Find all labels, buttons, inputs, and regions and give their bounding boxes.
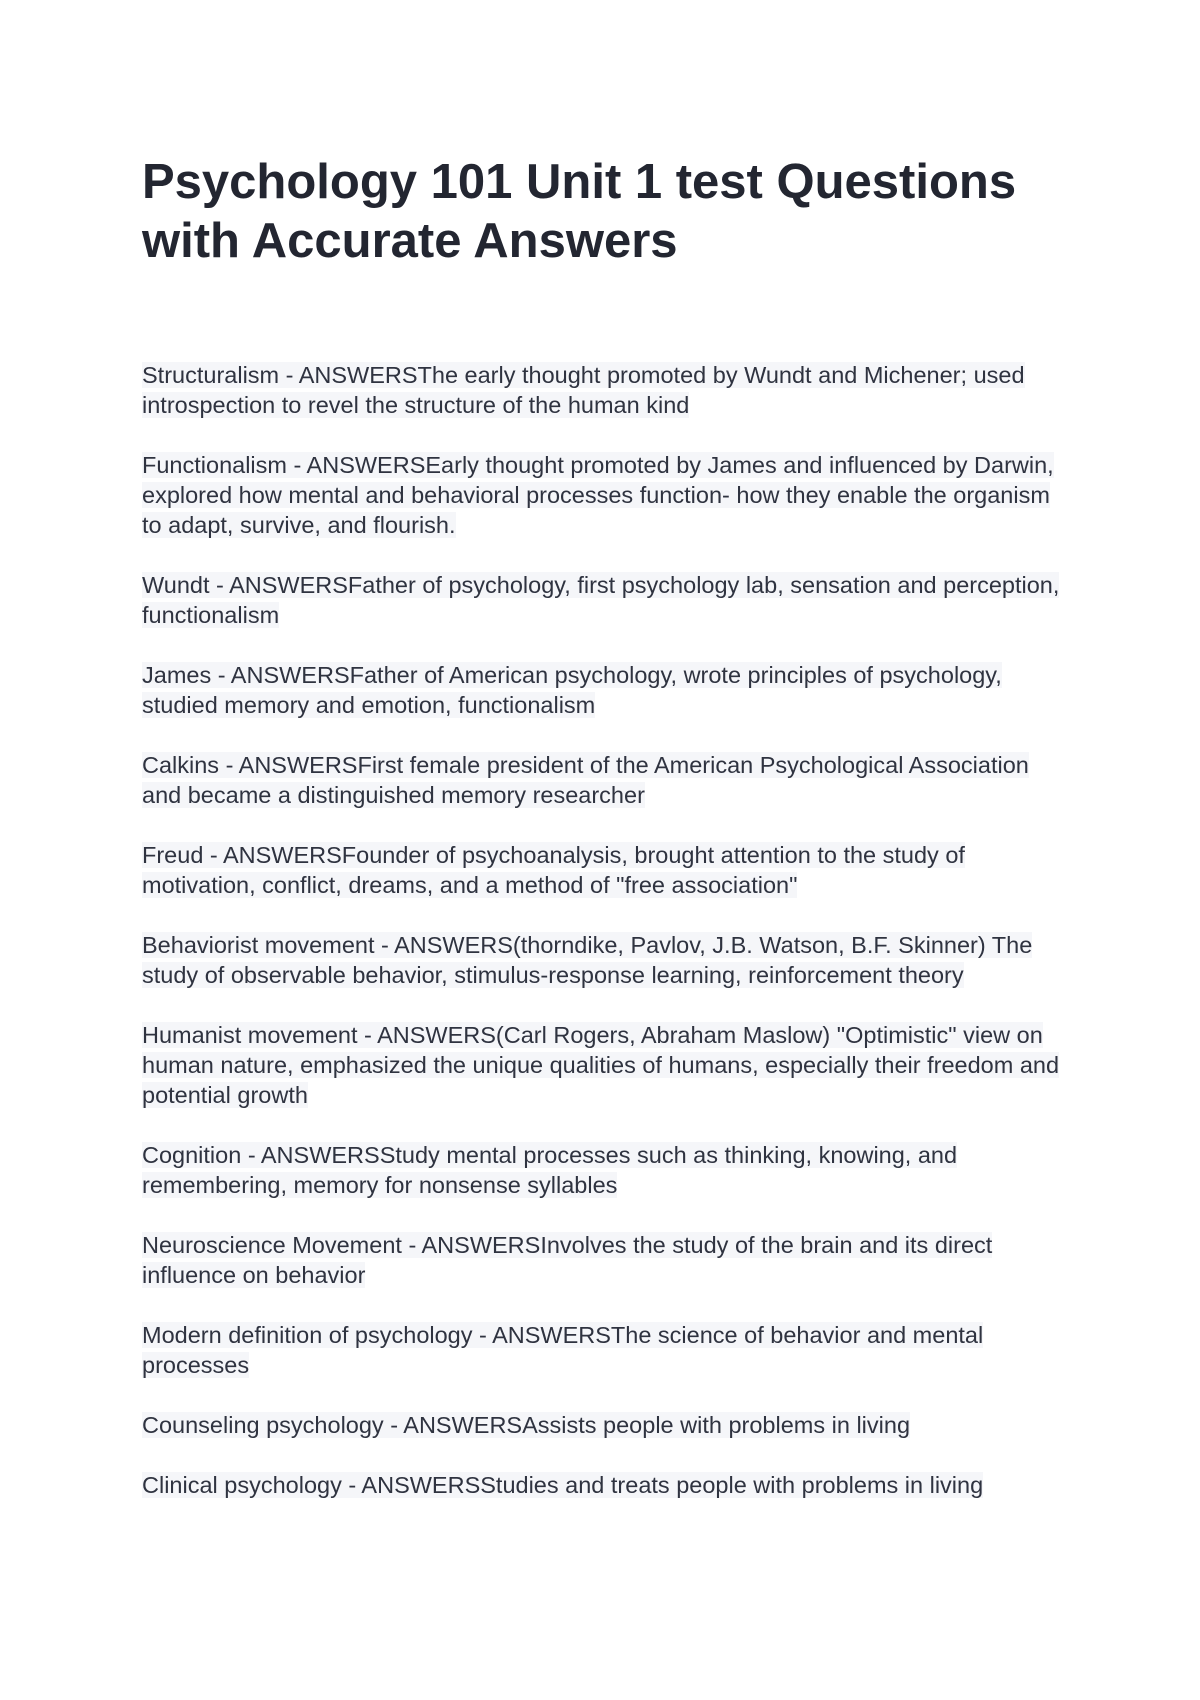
- qa-item-humanist-movement: [142, 1020, 1072, 1110]
- qa-item-james: [142, 660, 1072, 720]
- qa-item-text: Structuralism - ANSWERSThe early thought promoted by Wundt and Michener; used introspection to revel the structure of the human kind: [142, 362, 1025, 418]
- qa-item-counseling-psychology: [142, 1410, 1072, 1440]
- qa-item-freud: [142, 840, 1072, 900]
- qa-item-text: Behaviorist movement - ANSWERS(thorndike, Pavlov, J.B. Watson, B.F. Skinner) The study of observable behavior, stimulus-response learning, reinforcement theory: [142, 932, 1033, 988]
- qa-item-neuroscience-movement: [142, 1230, 1072, 1290]
- qa-item-text: James - ANSWERSFather of American psychology, wrote principles of psychology, studied memory and emotion, functionalism: [142, 662, 1002, 718]
- qa-item-calkins: [142, 750, 1072, 810]
- qa-item-modern-definition: [142, 1320, 1072, 1380]
- qa-item-functionalism: [142, 450, 1072, 540]
- qa-item-text: Humanist movement - ANSWERS(Carl Rogers, Abraham Maslow) "Optimistic" view on human nature, emphasized the unique qualities of humans, especially their freedom and potential growth: [142, 1022, 1060, 1108]
- qa-item-wundt: [142, 570, 1072, 630]
- qa-item-text: Freud - ANSWERSFounder of psychoanalysis, brought attention to the study of motivation, conflict, dreams, and a method of "free association": [142, 842, 965, 898]
- qa-item-text: Cognition - ANSWERSStudy mental processes such as thinking, knowing, and remembering, memory for nonsense syllables: [142, 1142, 958, 1198]
- qa-item-behaviorist-movement: [142, 930, 1072, 990]
- qa-item-text: Functionalism - ANSWERSEarly thought promoted by James and influenced by Darwin, explored how mental and behavioral processes function- how they enable the organism to adapt, survive, and flourish.: [142, 452, 1054, 538]
- qa-item-cognition: [142, 1140, 1072, 1200]
- qa-item-text: Clinical psychology - ANSWERSStudies and treats people with problems in living: [142, 1472, 984, 1498]
- qa-item-text: Modern definition of psychology - ANSWERSThe science of behavior and mental processes: [142, 1322, 984, 1378]
- qa-item-text: Neuroscience Movement - ANSWERSInvolves the study of the brain and its direct influence on behavior: [142, 1232, 993, 1288]
- qa-item-clinical-psychology: [142, 1470, 1072, 1500]
- qa-item-text: Calkins - ANSWERSFirst female president of the American Psychological Association and became a distinguished memory researcher: [142, 752, 1029, 808]
- qa-item-text: Wundt - ANSWERSFather of psychology, first psychology lab, sensation and perception, functionalism: [142, 572, 1060, 628]
- qa-item-text: Counseling psychology - ANSWERSAssists people with problems in living: [142, 1412, 911, 1438]
- qa-list: [142, 360, 1072, 1530]
- document-title: Psychology 101 Unit 1 test Questions with Accurate Answers: [142, 155, 1017, 268]
- qa-item-structuralism: [142, 360, 1072, 420]
